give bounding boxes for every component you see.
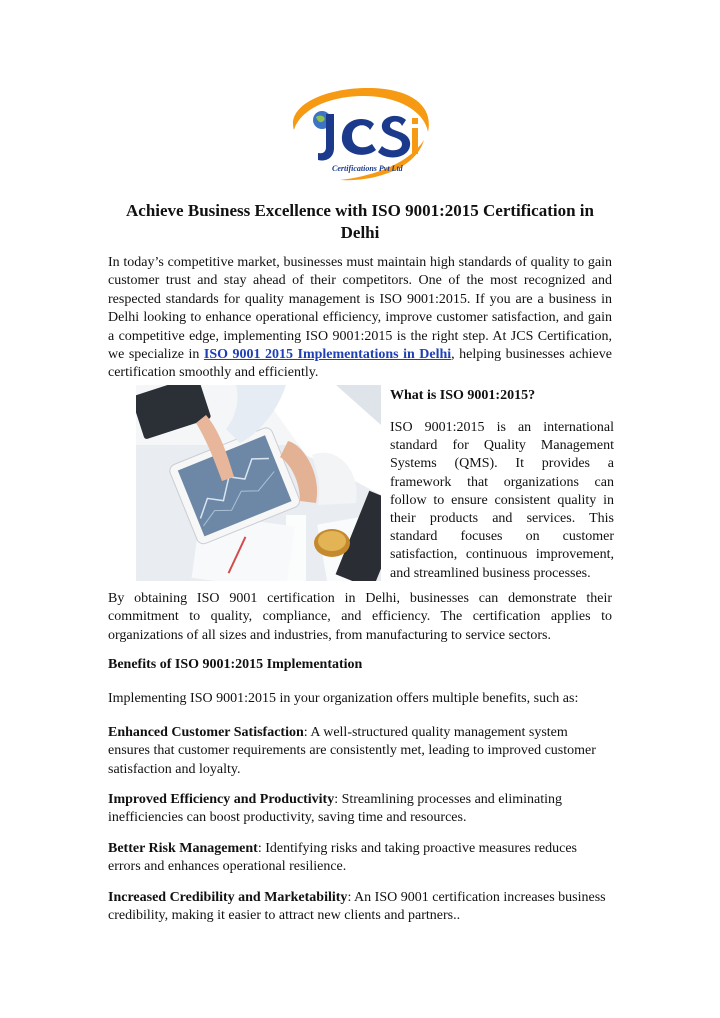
intro-text-before: In today’s competitive market, businesses must maintain high standards of quality to gain customer trust and stay ahead of their competitors. One of the most recognized and respected standards for quality management is ISO 9001:2015. If you are a business in Delhi looking to enhance operational efficiency, improve customer satisfaction, and gain a competitive edge, implementing ISO 9001:2015 is the right step. At JCS Certification, we specialize in <box>108 255 612 363</box>
benefit-term: Increased Credibility and Marketability <box>108 890 348 905</box>
benefit-item <box>108 724 612 779</box>
benefit-term: Enhanced Customer Satisfaction <box>108 725 304 740</box>
benefit-term: Better Risk Management <box>108 841 258 856</box>
benefit-item <box>108 840 612 877</box>
benefit-term: Improved Efficiency and Productivity <box>108 792 335 807</box>
benefit-desc: : Streamlining processes and eliminating inefficiencies can boost productivity, saving time and resources. <box>108 792 563 826</box>
what-is-body: ISO 9001:2015 is an international standard for Quality Management Systems (QMS). It provides a framework that organizations can follow to ensure consistent quality in their products and services. This standard focuses on customer satisfaction, continuous improvement, and streamlined business processes. <box>390 420 614 581</box>
business-tablet-photo <box>136 385 381 581</box>
benefit-item <box>108 889 612 926</box>
benefit-item <box>108 791 612 828</box>
intro-paragraph <box>108 254 612 383</box>
benefit-desc: : A well-structured quality management system ensures that customer requirements are consistently met, leading to improved customer satisfaction and loyalty. <box>108 725 596 777</box>
obtaining-paragraph: By obtaining ISO 9001 certification in Delhi, businesses can demonstrate their commitment to quality, compliance, and efficiency. The certification applies to organizations of all sizes and industries, from manufacturing to service sectors. <box>108 591 612 643</box>
jcs-logo <box>284 84 434 186</box>
what-is-heading: What is ISO 9001:2015? <box>390 388 536 403</box>
benefits-heading: Benefits of ISO 9001:2015 Implementation <box>108 657 363 672</box>
benefit-desc: : An ISO 9001 certification increases business credibility, making it easier to attract new clients and partners.. <box>108 890 606 924</box>
intro-text-after: , helping businesses achieve certification smoothly and efficiently. <box>108 347 612 381</box>
iso-implementation-link[interactable]: ISO 9001 2015 Implementations in Delhi <box>203 347 452 363</box>
page-title: Achieve Business Excellence with ISO 9001:2015 Certification in Delhi <box>126 201 594 242</box>
logo-tagline: Certifications Pvt Ltd <box>332 164 403 173</box>
benefits-intro: Implementing ISO 9001:2015 in your organization offers multiple benefits, such as: <box>108 691 579 706</box>
benefit-desc: : Identifying risks and taking proactive measures reduces errors and enhances operational resilience. <box>108 841 578 875</box>
